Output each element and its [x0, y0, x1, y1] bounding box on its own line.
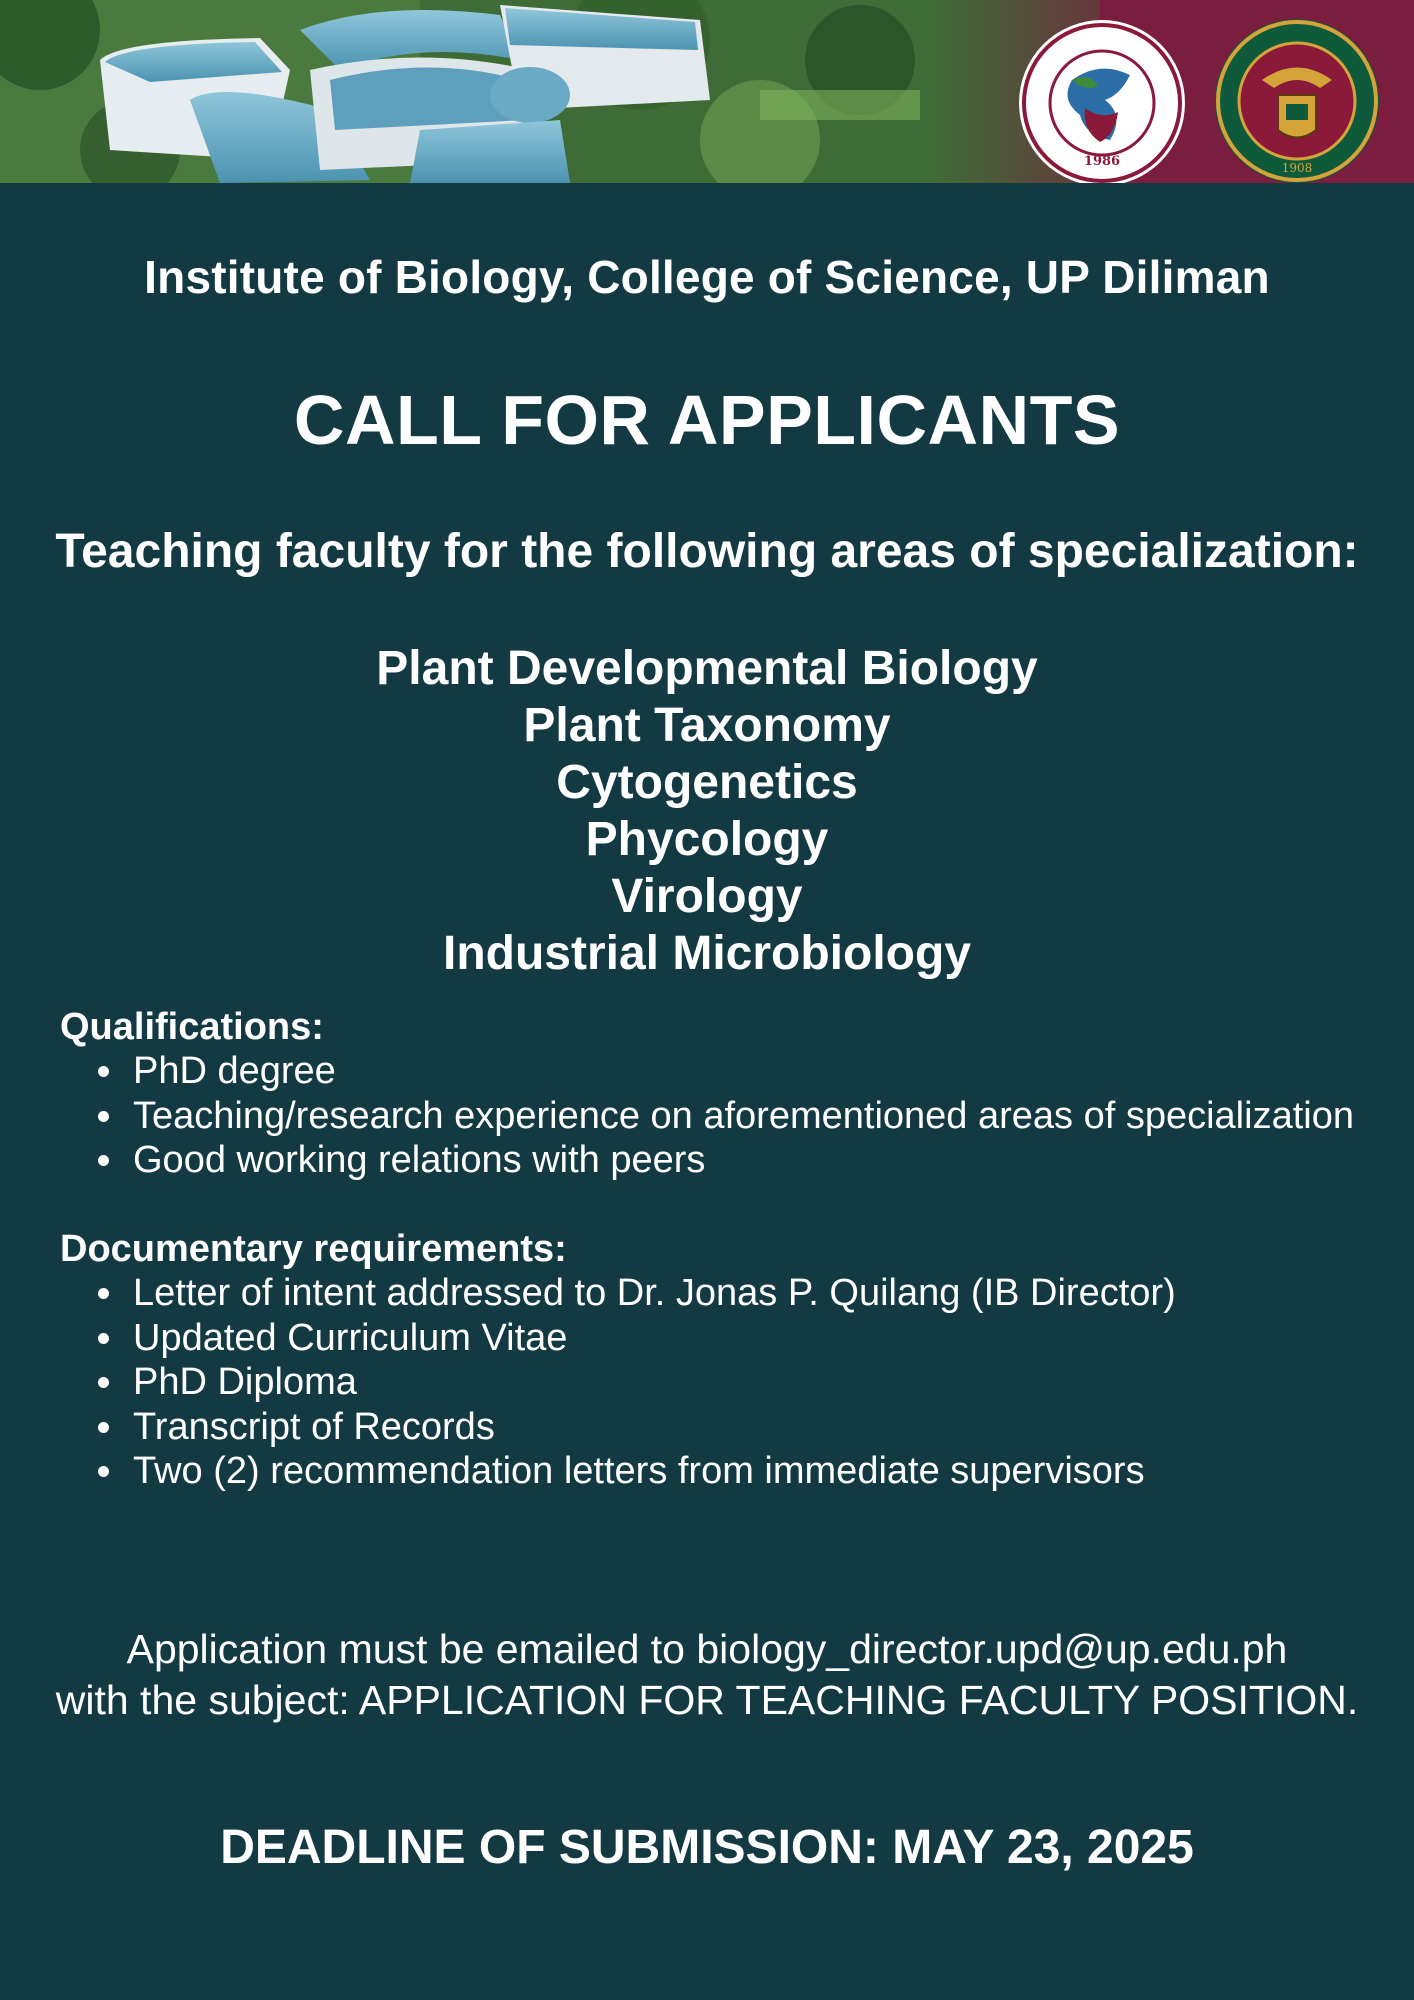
qualification-item: Teaching/research experience on aforementioned areas of specialization — [60, 1094, 1400, 1139]
specialization-item: Virology — [611, 870, 803, 923]
requirements-heading: Documentary requirements: — [60, 1228, 567, 1270]
university-of-the-philippines-seal — [1215, 19, 1379, 183]
bullet-icon — [98, 1377, 109, 1388]
bullet-icon — [98, 1066, 109, 1077]
bullet-icon — [98, 1288, 109, 1299]
specialization-item: Industrial Microbiology — [442, 927, 972, 980]
requirements-list — [60, 1271, 1400, 1494]
application-instructions — [0, 1624, 1414, 1726]
requirements-section — [60, 1227, 1400, 1494]
svg-text:1908: 1908 — [1281, 161, 1313, 175]
qualifications-list — [60, 1049, 1400, 1183]
specialization-item: Phycology — [585, 813, 829, 866]
application-subject-line: with the subject: APPLICATION FOR TEACHING FACULTY POSITION. — [55, 1677, 1359, 1723]
specialization-list — [0, 640, 1414, 982]
svg-text:1986: 1986 — [1083, 154, 1121, 169]
header-banner — [0, 0, 1414, 183]
institute-of-biology-seal — [1019, 20, 1185, 183]
bullet-icon — [98, 1155, 109, 1166]
bullet-icon — [98, 1333, 109, 1344]
requirement-item: Letter of intent addressed to Dr. Jonas P. Quilang (IB Director) — [60, 1271, 1400, 1316]
submission-deadline: DEADLINE OF SUBMISSION: MAY 23, 2025 — [220, 1821, 1194, 1874]
specialization-item: Plant Developmental Biology — [376, 642, 1038, 695]
campus-photo — [0, 0, 1414, 183]
page-title: CALL FOR APPLICANTS — [293, 381, 1121, 459]
institution-title: Institute of Biology, College of Science, UP Diliman — [144, 251, 1270, 303]
qualification-item: PhD degree — [60, 1049, 1400, 1094]
qualifications-heading: Qualifications: — [60, 1006, 324, 1048]
specialization-subtitle: Teaching faculty for the following areas of specialization: — [55, 525, 1359, 578]
requirement-item: Transcript of Records — [60, 1405, 1400, 1450]
bullet-icon — [98, 1111, 109, 1122]
requirement-item: Two (2) recommendation letters from immediate supervisors — [60, 1449, 1400, 1494]
requirement-item: Updated Curriculum Vitae — [60, 1316, 1400, 1361]
qualifications-section — [60, 1005, 1400, 1183]
specialization-item: Plant Taxonomy — [523, 699, 891, 752]
qualification-item: Good working relations with peers — [60, 1138, 1400, 1183]
application-email-line: Application must be emailed to biology_director.upd@up.edu.ph — [126, 1626, 1288, 1672]
bullet-icon — [98, 1466, 109, 1477]
requirement-item: PhD Diploma — [60, 1360, 1400, 1405]
bullet-icon — [98, 1422, 109, 1433]
specialization-item: Cytogenetics — [556, 756, 858, 809]
